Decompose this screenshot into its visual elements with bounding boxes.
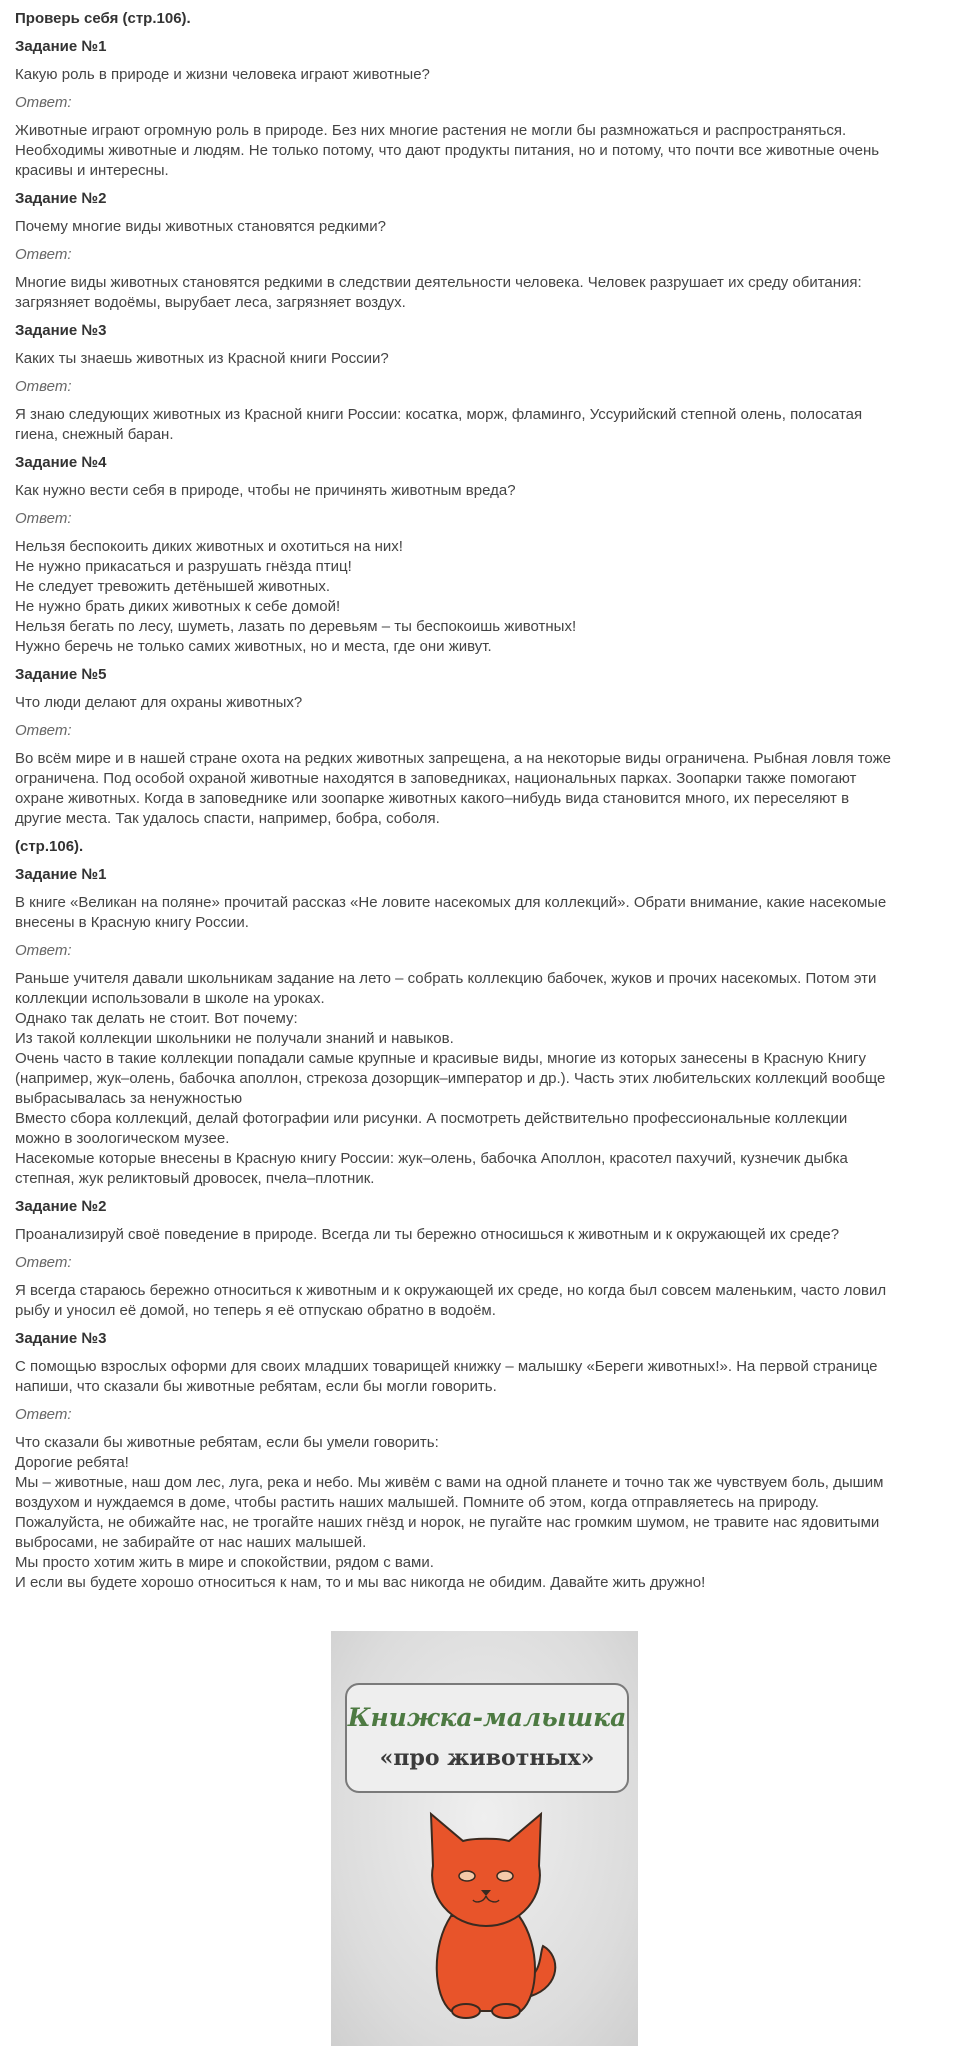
task-block (15, 1197, 955, 1321)
section-check-yourself (15, 37, 955, 829)
answer-line: Вместо сбора коллекций, делай фотографии или рисунки. А посмотреть действительно профессиональные коллекции (15, 1110, 848, 1127)
answer-label: Ответ: (15, 246, 72, 263)
question-line: напиши, что сказали бы животные ребятам, если бы могли говорить. (15, 1378, 497, 1395)
answer-line: Нужно беречь не только самих животных, но и места, где они живут. (15, 638, 492, 655)
cover-title-frame (345, 1683, 629, 1793)
task-heading: Задание №2 (15, 1198, 107, 1215)
task-answer (15, 537, 955, 657)
answer-line: охране животных. Когда в заповеднике или зоопарке животных какого–нибудь вида становится много, их переселяют в (15, 790, 850, 807)
question-line: В книге «Великан на поляне» прочитай рассказ «Не ловите насекомых для коллекций». Обрати внимание, какие насекомые (15, 894, 887, 911)
task-question (15, 217, 955, 237)
task-question (15, 693, 955, 713)
answer-line: Однако так делать не стоит. Вот почему: (15, 1010, 298, 1027)
answer-label: Ответ: (15, 722, 72, 739)
cover-subtitle: «про животных» (379, 1745, 595, 1771)
answer-line: Из такой коллекции школьники не получали знаний и навыков. (15, 1030, 454, 1047)
task-heading: Задание №2 (15, 190, 107, 207)
task-question (15, 1225, 955, 1245)
task-block (15, 189, 955, 313)
task-block (15, 865, 955, 1189)
task-block (15, 665, 955, 829)
task-question (15, 893, 955, 933)
question-line: Что люди делают для охраны животных? (15, 694, 303, 711)
task-heading: Задание №3 (15, 322, 107, 339)
answer-line: Пожалуйста, не обижайте нас, не трогайте наших гнёзд и норок, не пугайте нас громким шумом, не травите нас ядовитыми (15, 1514, 880, 1531)
answer-line: Не следует тревожить детёнышей животных. (15, 578, 330, 595)
kitten-paw-right (492, 2004, 520, 2018)
answer-line: Животные играют огромную роль в природе. Без них многие растения не могли бы размножаться и распространяться. (15, 122, 847, 139)
cover-title: Книжка-малышка (347, 1703, 627, 1732)
question-line: внесены в Красную книгу России. (15, 914, 249, 931)
answer-line: загрязняет водоёмы, вырубает леса, загрязняет воздух. (15, 294, 406, 311)
answer-line: Я всегда стараюсь бережно относиться к животным и к окружающей их среде, но когда был совсем маленьким, часто ловил (15, 1282, 887, 1299)
answer-line: гиена, снежный баран. (15, 426, 174, 443)
answer-line: Мы – животные, наш дом лес, луга, река и небо. Мы живём с вами на одной планете и точно так же чувствуем боль, дышим (15, 1474, 884, 1491)
answer-label: Ответ: (15, 1254, 72, 1271)
question-line: Почему многие виды животных становятся редкими? (15, 218, 386, 235)
answer-line: Очень часто в такие коллекции попадали самые крупные и красивые виды, многие из которых занесены в Красную Книгу (15, 1050, 866, 1067)
answer-label: Ответ: (15, 1406, 72, 1423)
question-line: Как нужно вести себя в природе, чтобы не причинять животным вреда? (15, 482, 516, 499)
task-question (15, 65, 955, 85)
answer-line: степная, жук реликтовый дровосек, пчела–плотник. (15, 1170, 375, 1187)
task-answer (15, 749, 955, 829)
answer-label: Ответ: (15, 94, 72, 111)
answer-line: выбрасывалась за ненужностью (15, 1090, 243, 1107)
answer-line: можно в зоологическом музее. (15, 1130, 230, 1147)
answer-line: Нельзя беспокоить диких животных и охотиться на них! (15, 538, 403, 555)
answer-line: Я знаю следующих животных из Красной книги России: косатка, морж, фламинго, Уссурийский степной олень, полосатая (15, 406, 863, 423)
answer-line: воздухом и нуждаемся в доме, чтобы растить наших малышей. Помните об этом, когда отправляетесь на природу. (15, 1494, 819, 1511)
task-answer (15, 405, 955, 445)
task-heading: Задание №1 (15, 38, 107, 55)
answer-line: выбросами, не забирайте от нас наших малышей. (15, 1534, 367, 1551)
answer-line: Дорогие ребята! (15, 1454, 129, 1471)
task-heading: Задание №4 (15, 454, 107, 471)
page-title: Проверь себя (стр.106). (15, 10, 191, 27)
task-block (15, 321, 955, 445)
task-heading: Задание №3 (15, 1330, 107, 1347)
section-tasks (15, 865, 955, 1593)
task-question (15, 1357, 955, 1397)
answer-line: Раньше учителя давали школьникам задание на лето – собрать коллекцию бабочек, жуков и прочих насекомых. Потом эти (15, 970, 877, 987)
answer-line: Мы просто хотим жить в мире и спокойствии, рядом с вами. (15, 1554, 434, 1571)
kitten-eye-left (459, 1871, 475, 1881)
section2-title: (стр.106). (15, 838, 84, 855)
kitten-paw-left (452, 2004, 480, 2018)
task-answer (15, 1281, 955, 1321)
answer-line: Нельзя бегать по лесу, шуметь, лазать по деревьям – ты беспокоишь животных! (15, 618, 577, 635)
answer-line: И если вы будете хорошо относиться к нам, то и мы вас никогда не обидим. Давайте жить дружно! (15, 1574, 706, 1591)
question-line: Проанализируй своё поведение в природе. Всегда ли ты бережно относишься к животным и к окружающей их среде? (15, 1226, 840, 1243)
answer-line: коллекции использовали в школе на уроках. (15, 990, 325, 1007)
answer-line: Необходимы животные и людям. Не только потому, что дают продукты питания, но и потому, что почти все животные очень (15, 142, 880, 159)
answer-line: Насекомые которые внесены в Красную книгу России: жук–олень, бабочка Аполлон, красотел пахучий, кузнечик дыбка (15, 1150, 848, 1167)
answer-line: (например, жук–олень, бабочка аполлон, стрекоза дозорщик–император и др.). Часть этих любительских коллекций вообще (15, 1070, 886, 1087)
answer-line: рыбу и уносил её домой, но теперь я её отпускаю обратно в водоём. (15, 1302, 496, 1319)
task-question (15, 349, 955, 369)
document (15, 9, 955, 1601)
answer-label: Ответ: (15, 378, 72, 395)
answer-label: Ответ: (15, 510, 72, 527)
answer-line: Не нужно брать диких животных к себе домой! (15, 598, 341, 615)
task-question (15, 481, 955, 501)
question-line: Каких ты знаешь животных из Красной книги России? (15, 350, 389, 367)
kitten-drawing (411, 1806, 561, 2026)
answer-line: Что сказали бы животные ребятам, если бы умели говорить: (15, 1434, 439, 1451)
task-answer (15, 969, 955, 1189)
answer-line: ограничена. Под особой охраной животные находятся в заповедниках, национальных парках. Зоопарки также помогают (15, 770, 857, 787)
task-block (15, 453, 955, 657)
task-answer (15, 1433, 955, 1593)
answer-line: Во всём мире и в нашей стране охота на редких животных запрещена, а на некоторые виды ограничена. Рыбная ловля тоже (15, 750, 891, 767)
task-heading: Задание №1 (15, 866, 107, 883)
kitten-body (437, 1916, 535, 2011)
answer-label: Ответ: (15, 942, 72, 959)
question-line: С помощью взрослых оформи для своих младших товарищей книжку – малышку «Береги животных!». На первой странице (15, 1358, 878, 1375)
task-block (15, 1329, 955, 1593)
answer-line: Не нужно прикасаться и разрушать гнёзда птиц! (15, 558, 352, 575)
kitten-head (431, 1814, 541, 1926)
task-answer (15, 121, 955, 181)
booklet-cover-photo (331, 1631, 638, 2046)
question-line: Какую роль в природе и жизни человека играют животные? (15, 66, 430, 83)
task-block (15, 37, 955, 181)
answer-line: другие места. Так удалось спасти, например, бобра, соболя. (15, 810, 440, 827)
task-answer (15, 273, 955, 313)
task-heading: Задание №5 (15, 666, 107, 683)
answer-line: красивы и интересны. (15, 162, 169, 179)
answer-line: Многие виды животных становятся редкими в следствии деятельности человека. Человек разрушает их среду обитания: (15, 274, 862, 291)
kitten-eye-right (497, 1871, 513, 1881)
